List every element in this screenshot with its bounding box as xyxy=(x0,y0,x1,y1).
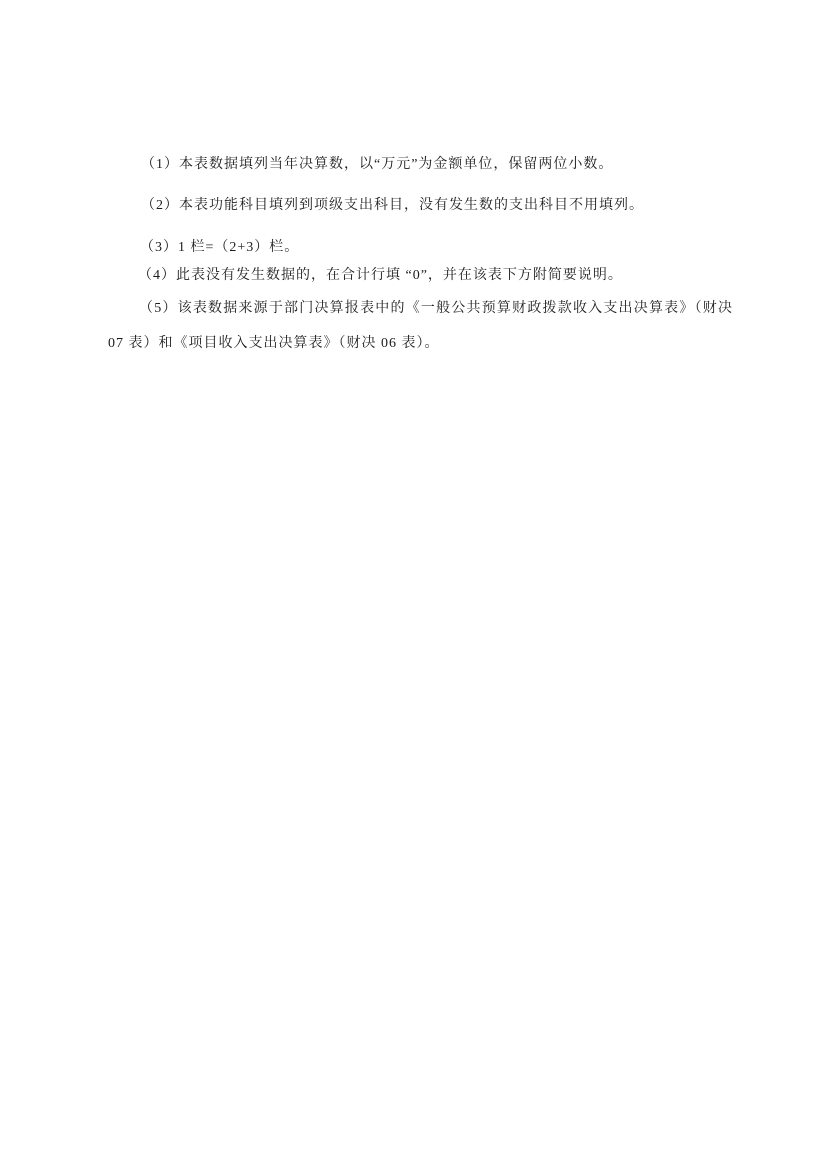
note-line-6: 07 表）和《项目收入支出决算表》（财决 06 表）。 xyxy=(108,336,440,351)
note-line-4: （4）此表没有发生数据的，在合计行填 “0”，并在该表下方附简要说明。 xyxy=(138,268,623,283)
note-line-1: （1）本表数据填列当年决算数，以“万元”为金额单位，保留两位小数。 xyxy=(141,157,614,172)
note-line-3: （3）1 栏=（2+3）栏。 xyxy=(140,240,300,255)
note-line-2: （2）本表功能科目填列到项级支出科目，没有发生数的支出科目不用填列。 xyxy=(141,198,644,213)
note-line-5: （5）该表数据来源于部门决算报表中的《一般公共预算财政拨款收入支出决算表》（财决 xyxy=(139,301,733,316)
